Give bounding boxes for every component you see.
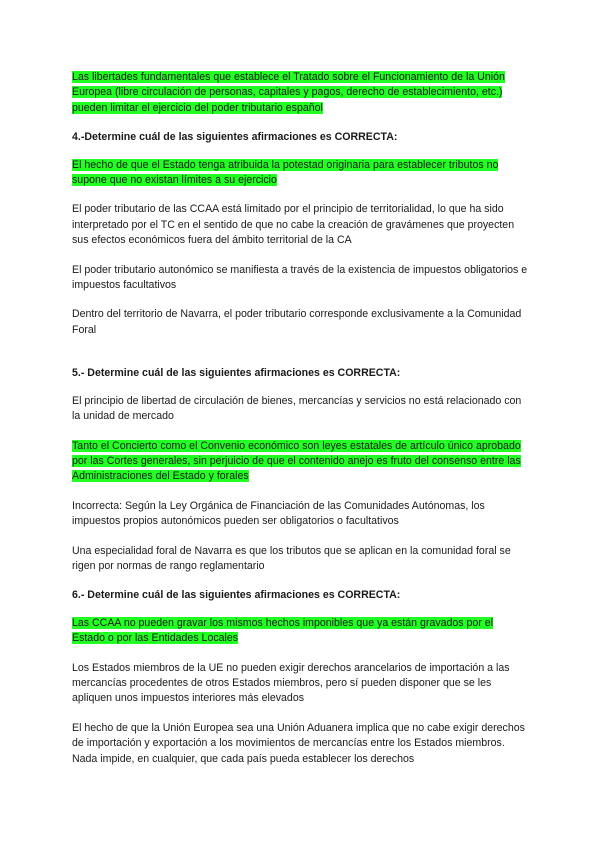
- question-4-title: 4.-Determine cuál de las siguientes afirmaciones es CORRECTA:: [72, 131, 398, 144]
- highlighted-answer: Las libertades fundamentales que establece el Tratado sobre el Funcionamiento de la Unión Europea (libre circulación de personas, capitales y pagos, derecho de establecimiento, etc.) pueden limitar el ejercicio del poder tributario español: [72, 71, 505, 114]
- question-6-title: 6.- Determine cuál de las siguientes afirmaciones es CORRECTA:: [72, 589, 401, 602]
- highlighted-answer: Las CCAA no pueden gravar los mismos hechos imponibles que ya están gravados por el Estado o por las Entidades Locales: [72, 616, 494, 645]
- q4-option-2: El poder tributario de las CCAA está limitado por el principio de territorialidad, lo que ha sido interpretado por el TC en el sentido de que no cabe la creación de gravámenes que proyecten sus efectos económicos fuera del ámbito territorial de la CA: [72, 203, 515, 247]
- highlighted-answer: Tanto el Concierto como el Convenio económico son leyes estatales de artículo único aprobado por las Cortes generales, sin perjuicio de que el contenido anejo es fruto del consenso entre las Administraciones del Estado y forales: [72, 439, 521, 483]
- q6-option-2: Los Estados miembros de la UE no pueden exigir derechos arancelarios de importación a las mercancías procedentes de otros Estados miembros, pero sí pueden disponer que se les apliquen unos impuestos interiores más elevados: [72, 661, 510, 705]
- intro-answer: [72, 70, 528, 116]
- q6-option-1: [72, 616, 528, 647]
- question-5-title: 5.- Determine cuál de las siguientes afirmaciones es CORRECTA:: [72, 367, 401, 380]
- q4-option-3: El poder tributario autonómico se manifiesta a través de la existencia de impuestos obligatorios e impuestos facultativos: [72, 263, 528, 292]
- q4-option-1: [72, 158, 528, 189]
- q5-option-3: Incorrecta: Según la Ley Orgánica de Financiación de las Comunidades Autónomas, los impuestos propios autonómicos pueden ser obligatorios o facultativos: [72, 499, 485, 528]
- q5-option-2: [72, 439, 528, 485]
- q6-option-3: El hecho de que la Unión Europea sea una Unión Aduanera implica que no cabe exigir derechos de importación y exportación a los movimientos de mercancías entre los Estados miembros. Nada impide, en cualquier, que cada país pueda establecer los derechos: [72, 721, 525, 765]
- q5-option-4: Una especialidad foral de Navarra es que los tributos que se aplican en la comunidad foral se rigen por normas de rango reglamentario: [72, 544, 511, 572]
- highlighted-answer: El hecho de que el Estado tenga atribuida la potestad originaria para establecer tributos no supone que no existan límites a su ejercicio: [72, 158, 499, 187]
- q4-option-4: Dentro del territorio de Navarra, el poder tributario corresponde exclusivamente a la Comunidad Foral: [72, 308, 522, 336]
- q5-option-1: El principio de libertad de circulación de bienes, mercancías y servicios no está relacionado con la unidad de mercado: [72, 394, 522, 423]
